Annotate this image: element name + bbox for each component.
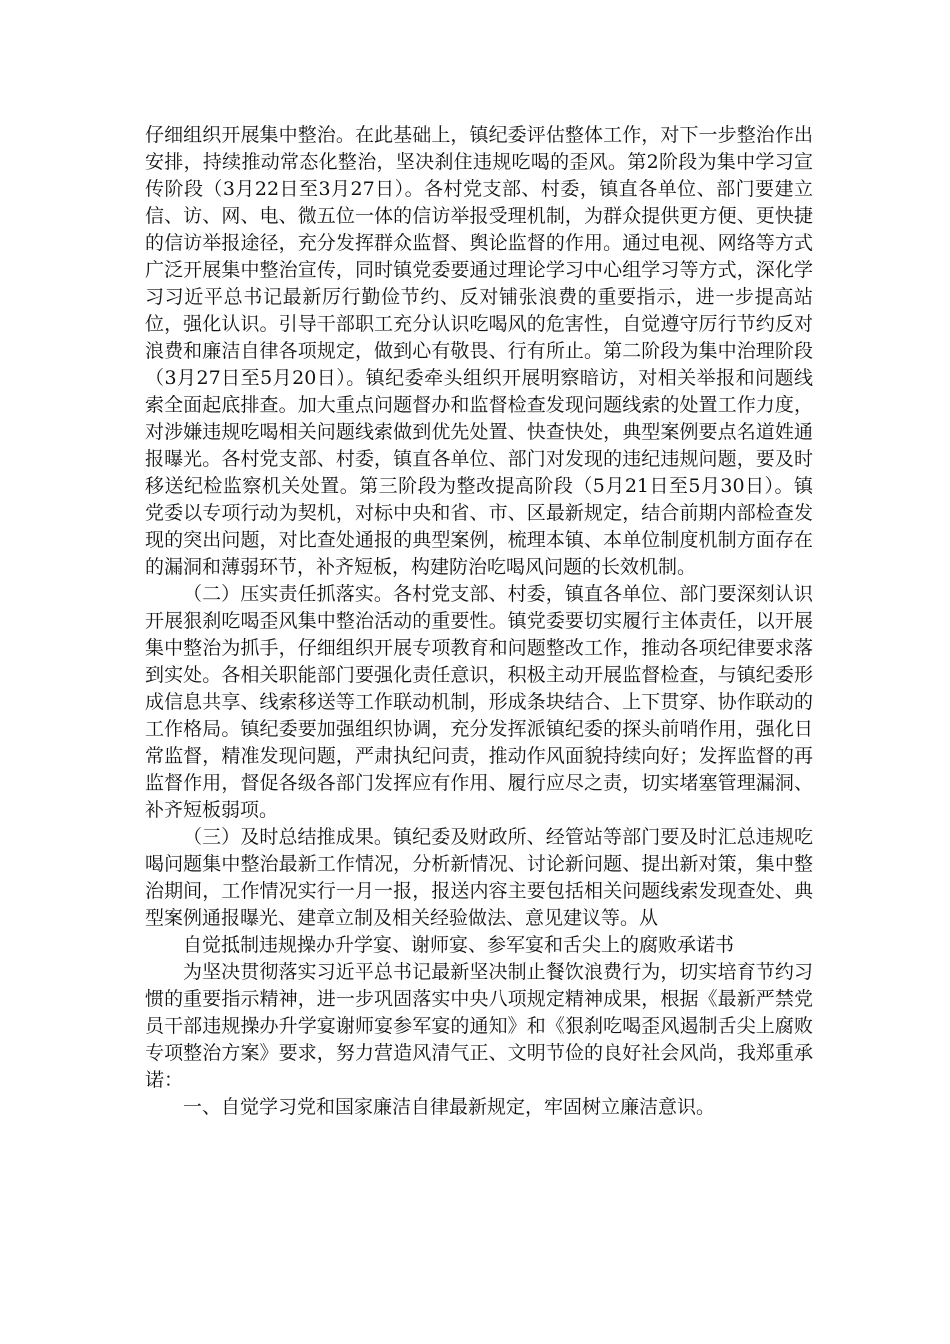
paragraph-responsibility: （二）压实责任抓落实。各村党支部、村委，镇直各单位、部门要深刻认识开展狠刹吃喝歪风集中整治活动的重要性。镇党委要切实履行主体责任，以开展集中整治为抓手，仔细组织开展专项教育和问题整改工作，推动各项纪律要求落到实处。各相关职能部门要强化责任意识，积极主动开展监督检查，与镇纪委形成信息共享、线索移送等工作联动机制，形成条块结合、上下贯穿、协作联动的工作格局。镇纪委要加强组织协调，充分发挥派镇纪委的探头前哨作用，强化日常监督，精准发现问题，严肃执纪问责，推动作风面貌持续向好；发挥监督的再监督作用，督促各级各部门发挥应有作用、履行应尽之责，切实堵塞管理漏洞、补齐短板弱项。	[145, 583, 813, 821]
pledge-title: 自觉抵制违规操办升学宴、谢师宴、参军宴和舌尖上的腐败承诺书	[183, 934, 735, 956]
document-body	[145, 122, 813, 1121]
paragraph-summary: （三）及时总结推成果。镇纪委及财政所、经管站等部门要及时汇总违规吃喝问题集中整治最新工作情况，分析新情况、讨论新问题、提出新对策，集中整治期间，工作情况实行一月一报，报送内容主要包括相关问题线索发现查处、典型案例通报曝光、建章立制及相关经验做法、意见建议等。从	[145, 826, 813, 929]
paragraph-pledge-item-1: 一、自觉学习党和国家廉洁自律最新规定，牢固树立廉洁意识。	[183, 1096, 716, 1118]
paragraph-stage-arrangement: 仔细组织开展集中整治。在此基础上，镇纪委评估整体工作，对下一步整治作出安排，持续推动常态化整治，坚决刹住违规吃喝的歪风。第2阶段为集中学习宣传阶段（3月22日至3月27日）。各村党支部、村委，镇直各单位、部门要建立信、访、网、电、微五位一体的信访举报受理机制，为群众提供更方便、更快捷的信访举报途径，充分发挥群众监督、舆论监督的作用。通过电视、网络等方式广泛开展集中整治宣传，同时镇党委要通过理论学习中心组学习等方式，深化学习习近平总书记最新厉行勤俭节约、反对铺张浪费的重要指示，进一步提高站位，强化认识。引导干部职工充分认识吃喝风的危害性，自觉遵守厉行节约反对浪费和廉洁自律各项规定，做到心有敬畏、行有所止。第二阶段为集中治理阶段（3月27日至5月20日）。镇纪委牵头组织开展明察暗访，对相关举报和问题线索全面起底排查。加大重点问题督办和监督检查发现问题线索的处置工作力度，对涉嫌违规吃喝相关问题线索做到优先处置、快查快处，典型案例要点名道姓通报曝光。各村党支部、村委，镇直各单位、部门对发现的违纪违规问题，要及时移送纪检监察机关处置。第三阶段为整改提高阶段（5月21日至5月30日）。镇党委以专项行动为契机，对标中央和省、市、区最新规定，结合前期内部检查发现的突出问题，对比查处通报的典型案例，梳理本镇、本单位制度机制方面存在的漏洞和薄弱环节，补齐短板，构建防治吃喝风问题的长效机制。	[145, 124, 813, 578]
paragraph-pledge-intro: 为坚决贯彻落实习近平总书记最新坚决制止餐饮浪费行为，切实培育节约习惯的重要指示精神，进一步巩固落实中央八项规定精神成果，根据《最新严禁党员干部违规操办升学宴谢师宴参军宴的通知》和《狠刹吃喝歪风遏制舌尖上腐败专项整治方案》要求，努力营造风清气正、文明节俭的良好社会风尚，我郑重承诺：	[145, 961, 813, 1091]
